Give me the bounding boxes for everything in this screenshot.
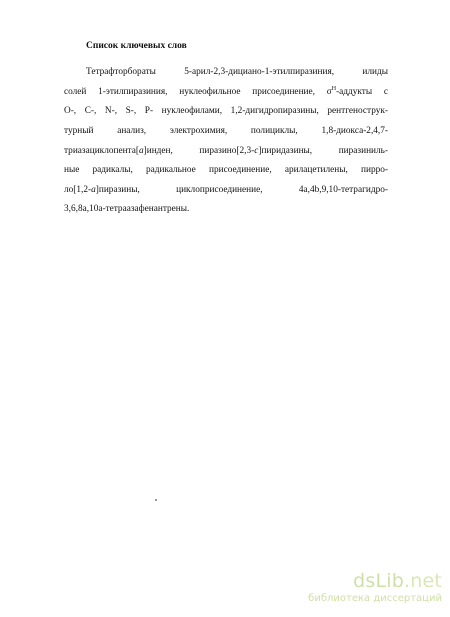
- speck-mark: [155, 499, 157, 501]
- text-line-6: ные радикалы, радикальное присоединение, арилацетилены, пирро-: [64, 165, 388, 175]
- watermark-brand: [353, 571, 442, 591]
- line-2-tail: -аддукты с: [336, 87, 388, 97]
- superscript: H: [331, 86, 337, 92]
- line-7-italic: a: [91, 185, 96, 195]
- line-5-text: триазациклопента: [64, 146, 136, 156]
- line-2-text: солей 1-этилпиразиния, нуклеофильное присоединение, σ: [64, 87, 332, 97]
- watermark-logo: [308, 571, 448, 611]
- line-5-italic: a: [138, 146, 144, 156]
- watermark-tagline: библиотека диссертаций: [308, 593, 442, 604]
- document-heading: Список ключевых слов: [86, 41, 187, 51]
- text-line-1: Тетрафторбораты 5-арил-2,3-дициано-1-этилпиразиния, илиды: [86, 67, 388, 77]
- watermark-brand-main: dsLib: [353, 570, 404, 592]
- text-line-4: турный анализ, электрохимия, полициклы, 1,8-диокса-2,4,7-: [64, 126, 388, 136]
- text-line-7: [64, 184, 388, 196]
- line-5-mid: ]инден, пиразино[2,3-: [143, 146, 255, 156]
- line-5-bracket: [: [135, 146, 139, 156]
- text-line-8: 3,6,8a,10a-тетраазафенантрены.: [64, 204, 190, 214]
- text-line-3: О-, С-, N-, S-, Р- нуклеофилами, 1,2-дигидропиразины, рентгенострук-: [64, 106, 388, 116]
- line-7-end: ]пиразины, циклоприсоединение, 4a,4b,9,10-тетрагидро-: [95, 185, 388, 195]
- line-5-italic-2: c: [254, 146, 259, 156]
- line-5-end: ]пиридазины, пиразиниль-: [258, 146, 388, 156]
- text-line-2: [64, 86, 388, 98]
- text-line-5: [64, 145, 388, 157]
- line-7-text: ло[1,2-: [64, 185, 92, 195]
- watermark-brand-dot: .net: [403, 570, 442, 592]
